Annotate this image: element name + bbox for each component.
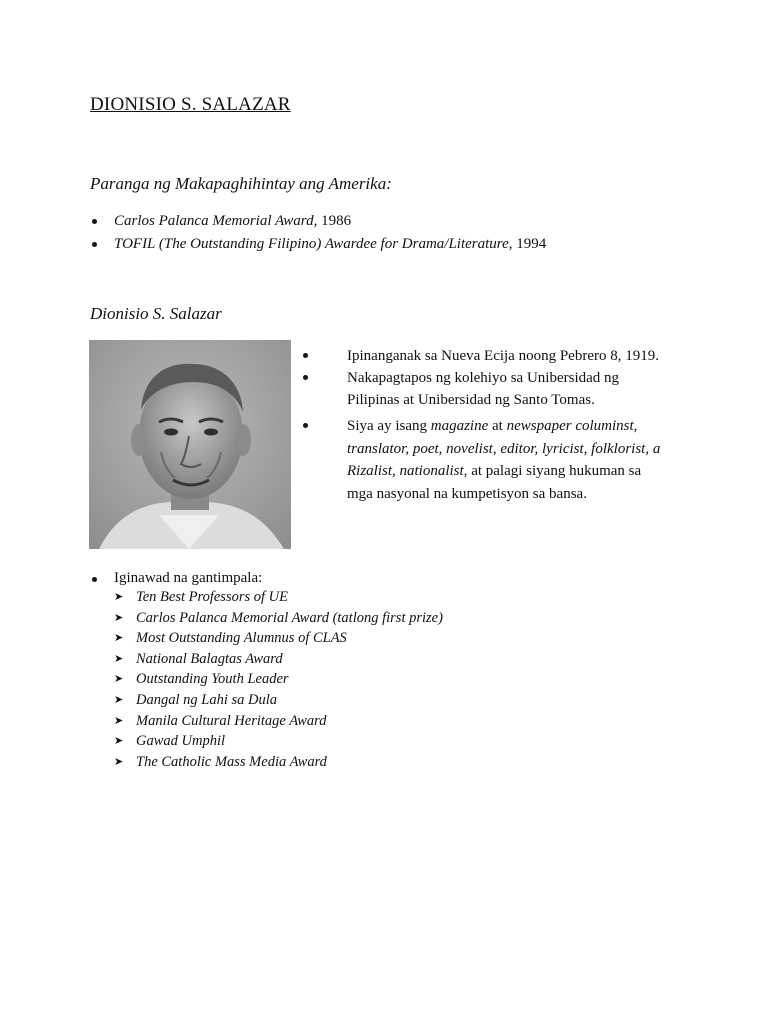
section-heading-name: Dionisio S. Salazar (90, 304, 222, 323)
arrow-bullet-icon: ➤ (114, 735, 124, 748)
bullet-icon (92, 577, 97, 582)
arrow-bullet-icon: ➤ (114, 693, 124, 706)
award-item: ➤ Gawad Umphil (114, 731, 443, 752)
bullet-icon (92, 242, 97, 247)
portrait-photo (89, 340, 291, 549)
list-item: Siya ay isang magazine at newspaper columinst, translator, poet, novelist, editor, lyricist, folklorist, a Rizalist, nationalist, at palagi siyang hukuman sa mga nasyonal na kumpetisyon sa bansa. (300, 415, 670, 505)
bullet-icon (92, 219, 97, 224)
award-item: ➤ Manila Cultural Heritage Award (114, 711, 443, 732)
section-heading-paranga: Paranga ng Makapaghihintay ang Amerika: (90, 174, 392, 193)
award-item: ➤ Outstanding Youth Leader (114, 669, 443, 690)
section1-list (90, 210, 546, 256)
awards-heading-list (90, 568, 262, 588)
arrow-bullet-icon: ➤ (114, 714, 124, 727)
award-item: ➤ National Balagtas Award (114, 649, 443, 670)
bio-list (300, 345, 670, 505)
list-item: Nakapagtapos ng kolehiyo sa Unibersidad ng Pilipinas at Unibersidad ng Santo Tomas. (300, 367, 670, 411)
arrow-bullet-icon: ➤ (114, 652, 124, 665)
award-item: ➤ The Catholic Mass Media Award (114, 752, 443, 773)
bullet-icon (303, 375, 308, 380)
awards-list (114, 587, 443, 772)
arrow-bullet-icon: ➤ (114, 632, 124, 645)
bullet-icon (303, 423, 308, 428)
arrow-bullet-icon: ➤ (114, 673, 124, 686)
portrait-image (89, 340, 291, 549)
list-item: Carlos Palanca Memorial Award, 1986 (90, 210, 546, 233)
page-title: DIONISIO S. SALAZAR (90, 94, 291, 115)
list-item: TOFIL (The Outstanding Filipino) Awardee for Drama/Literature, 1994 (90, 233, 546, 256)
arrow-bullet-icon: ➤ (114, 591, 124, 603)
award-item: ➤ Dangal ng Lahi sa Dula (114, 690, 443, 711)
award-item: ➤ Most Outstanding Alumnus of CLAS (114, 628, 443, 649)
arrow-bullet-icon: ➤ (114, 611, 124, 624)
award-item: ➤ Carlos Palanca Memorial Award (tatlong first prize) (114, 608, 443, 629)
list-item: Ipinanganak sa Nueva Ecija noong Pebrero 8, 1919. (300, 345, 670, 367)
award-item: ➤ Ten Best Professors of UE (114, 587, 443, 608)
list-item: Iginawad na gantimpala: (90, 568, 262, 588)
bullet-icon (303, 353, 308, 358)
arrow-bullet-icon: ➤ (114, 755, 124, 768)
